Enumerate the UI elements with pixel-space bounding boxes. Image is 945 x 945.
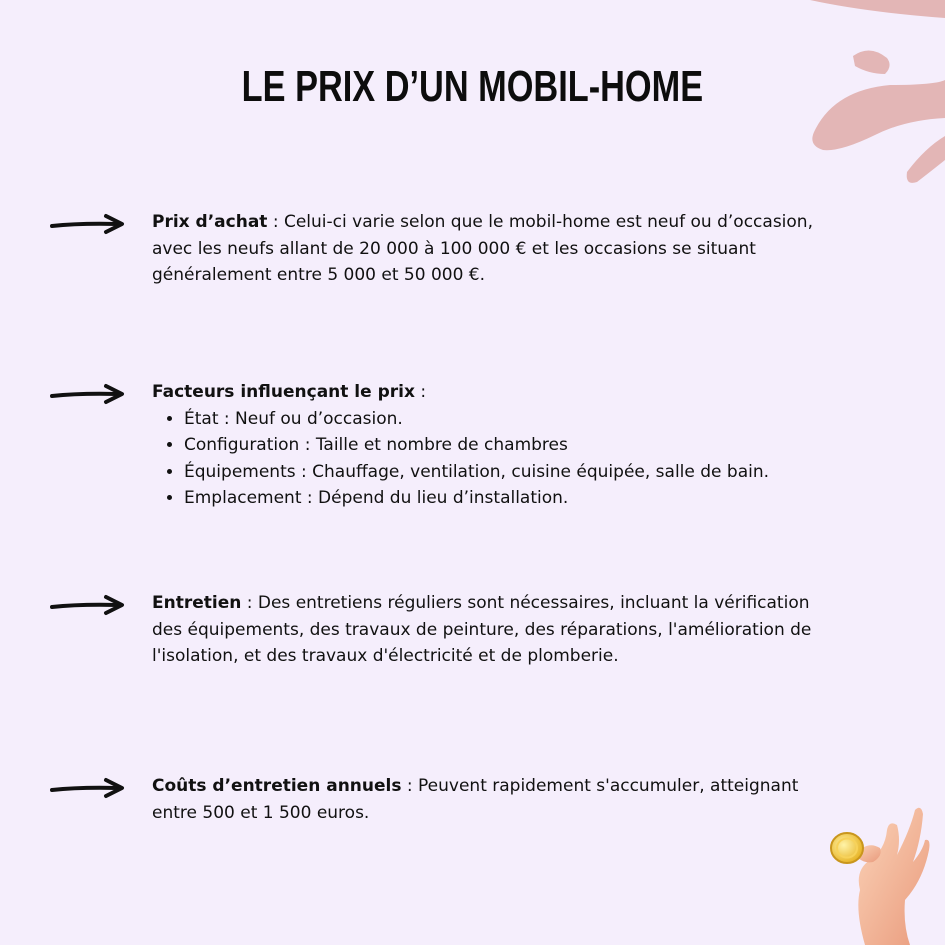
section-text <box>152 379 842 512</box>
page-title: LE PRIX D’UN MOBIL-HOME <box>241 62 704 111</box>
section-heading: Facteurs influençant le prix <box>152 382 415 402</box>
section-body: : Celui-ci varie selon que le mobil-home est neuf ou d’occasion, avec les neufs allant de 20 000 à 100 000 € et les occasions se situant généralement entre 5 000 et 50 000 €. <box>152 212 813 285</box>
section-heading: Coûts d’entretien annuels <box>152 776 402 796</box>
list-item: • Emplacement : Dépend du lieu d’installation. <box>184 485 842 512</box>
arrow-right-icon <box>50 594 126 616</box>
hand-holding-coin-icon <box>825 800 935 945</box>
list-item: • Configuration : Taille et nombre de chambres <box>184 432 842 459</box>
section-heading: Prix d’achat <box>152 212 268 232</box>
section-body: : <box>414 382 427 402</box>
section-text <box>152 773 842 826</box>
list-item: • État : Neuf ou d’occasion. <box>184 406 842 433</box>
factor-list <box>152 406 842 512</box>
list-item: • Équipements : Chauffage, ventilation, cuisine équipée, salle de bain. <box>184 459 842 486</box>
section-text <box>152 590 842 670</box>
section-text <box>152 209 842 289</box>
arrow-right-icon <box>50 213 126 235</box>
arrow-right-icon <box>50 777 126 799</box>
arrow-right-icon <box>50 383 126 405</box>
section-heading: Entretien <box>152 593 242 613</box>
section-body: : Des entretiens réguliers sont nécessaires, incluant la vérification des équipements, des travaux de peinture, des réparations, l'amélioration de l'isolation, et des travaux d'électricité et de plomberie. <box>152 593 812 666</box>
section-body: : Peuvent rapidement s'accumuler, atteignant entre 500 et 1 500 euros. <box>152 776 799 823</box>
